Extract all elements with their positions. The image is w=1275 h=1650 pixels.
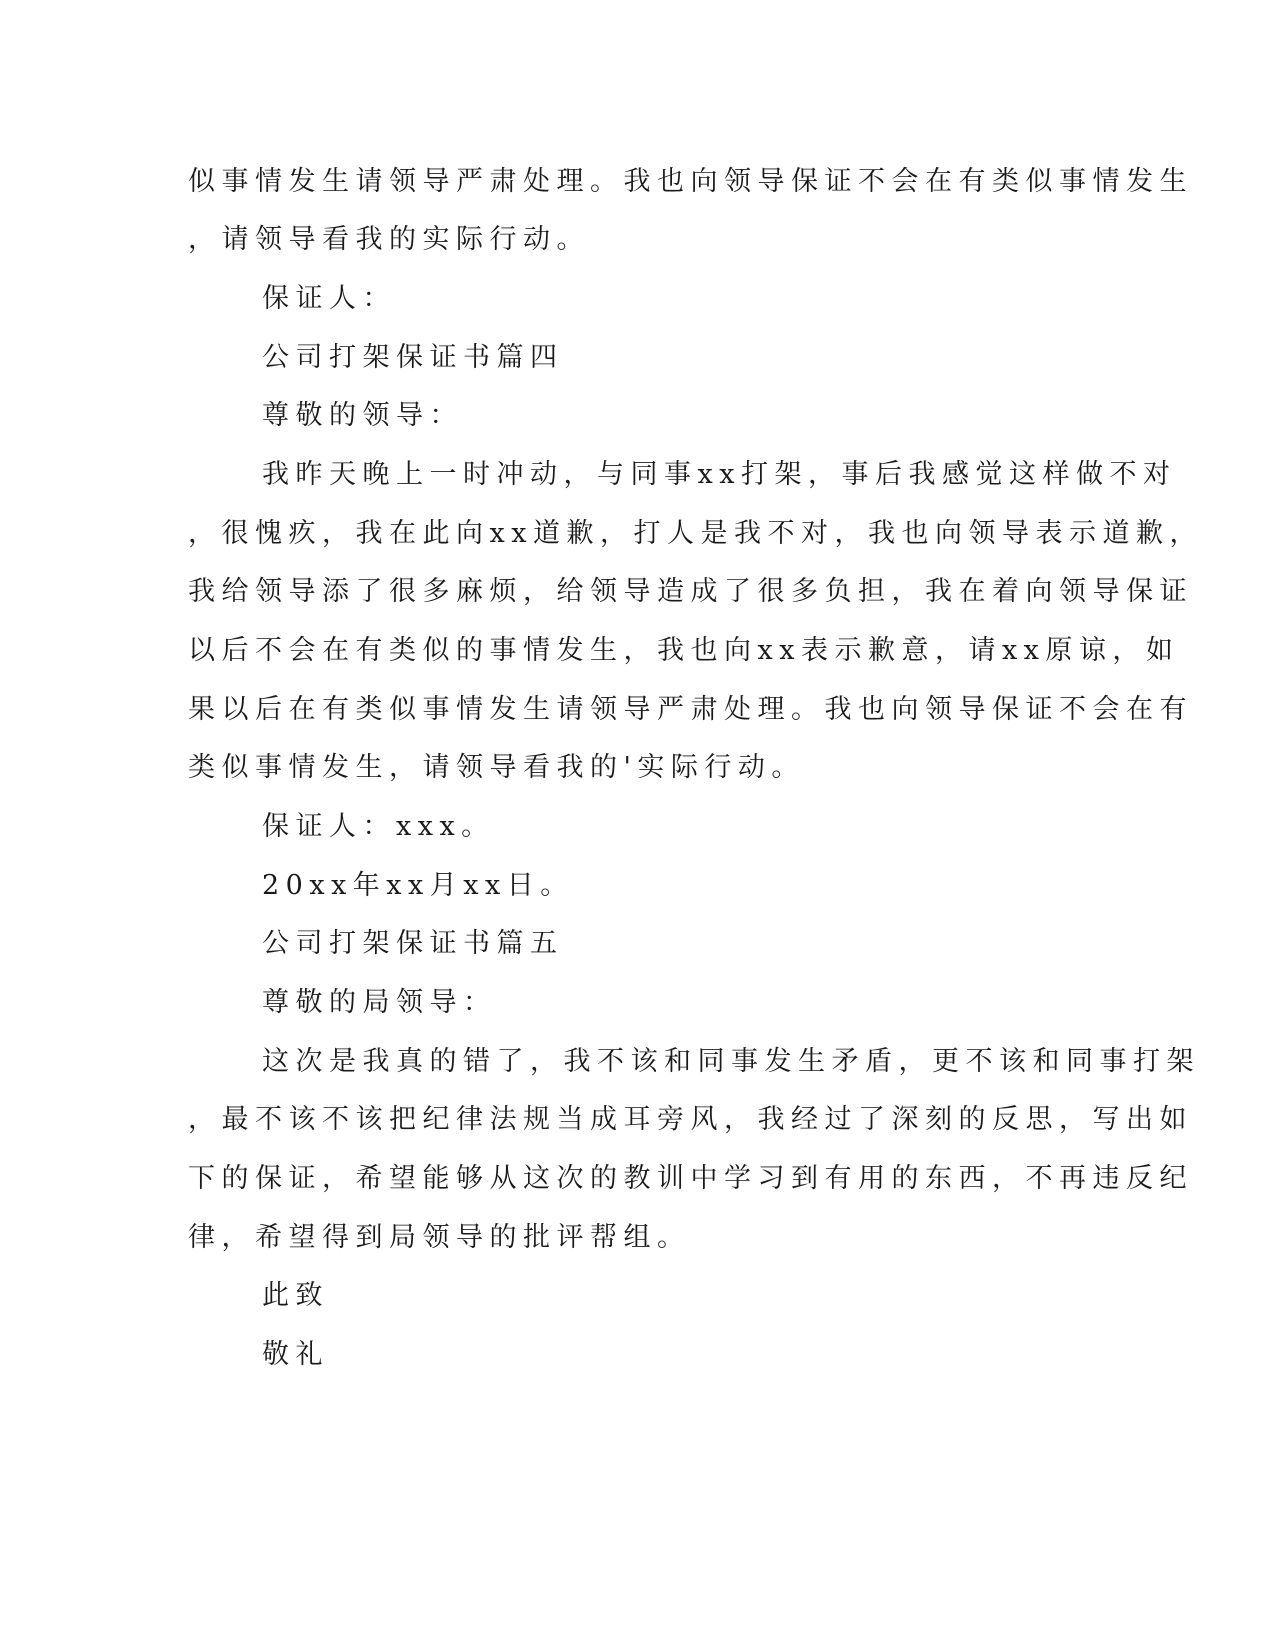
body-text-line: 律，希望得到局领导的批评帮组。 bbox=[188, 1222, 691, 1253]
body-text-line: 我给领导添了很多麻烦，给领导造成了很多负担，我在着向领导保证 bbox=[188, 576, 1193, 607]
closing-line: 敬礼 bbox=[262, 1339, 329, 1370]
salutation: 尊敬的局领导： bbox=[262, 987, 497, 1018]
section-title: 公司打架保证书篇五 bbox=[262, 928, 564, 959]
closing-line: 此致 bbox=[262, 1280, 329, 1311]
body-text-line: 这次是我真的错了，我不该和同事发生矛盾，更不该和同事打架 bbox=[262, 1046, 1200, 1077]
body-text-line: ，请领导看我的实际行动。 bbox=[188, 224, 590, 255]
body-text-line: 类似事情发生，请领导看我的'实际行动。 bbox=[188, 752, 805, 783]
signature-label: 保证人：xxx。 bbox=[262, 811, 495, 842]
body-text-line: 似事情发生请领导严肃处理。我也向领导保证不会在有类似事情发生 bbox=[188, 166, 1193, 197]
signature-label: 保证人： bbox=[262, 283, 396, 314]
salutation: 尊敬的领导： bbox=[262, 400, 463, 431]
section-title: 公司打架保证书篇四 bbox=[262, 342, 564, 373]
date-line: 20xx年xx月xx日。 bbox=[262, 870, 574, 901]
body-text-line: ，最不该不该把纪律法规当成耳旁风，我经过了深刻的反思，写出如 bbox=[188, 1104, 1193, 1135]
body-text-line: ，很愧疚，我在此向xx道歉，打人是我不对，我也向领导表示道歉， bbox=[188, 518, 1203, 549]
body-text-line: 我昨天晚上一时冲动，与同事xx打架，事后我感觉这样做不对 bbox=[262, 459, 1177, 490]
body-text-line: 果以后在有类似事情发生请领导严肃处理。我也向领导保证不会在有 bbox=[188, 694, 1193, 725]
body-text-line: 以后不会在有类似的事情发生，我也向xx表示歉意，请xx原谅，如 bbox=[188, 635, 1180, 666]
body-text-line: 下的保证，希望能够从这次的教训中学习到有用的东西，不再违反纪 bbox=[188, 1163, 1193, 1194]
